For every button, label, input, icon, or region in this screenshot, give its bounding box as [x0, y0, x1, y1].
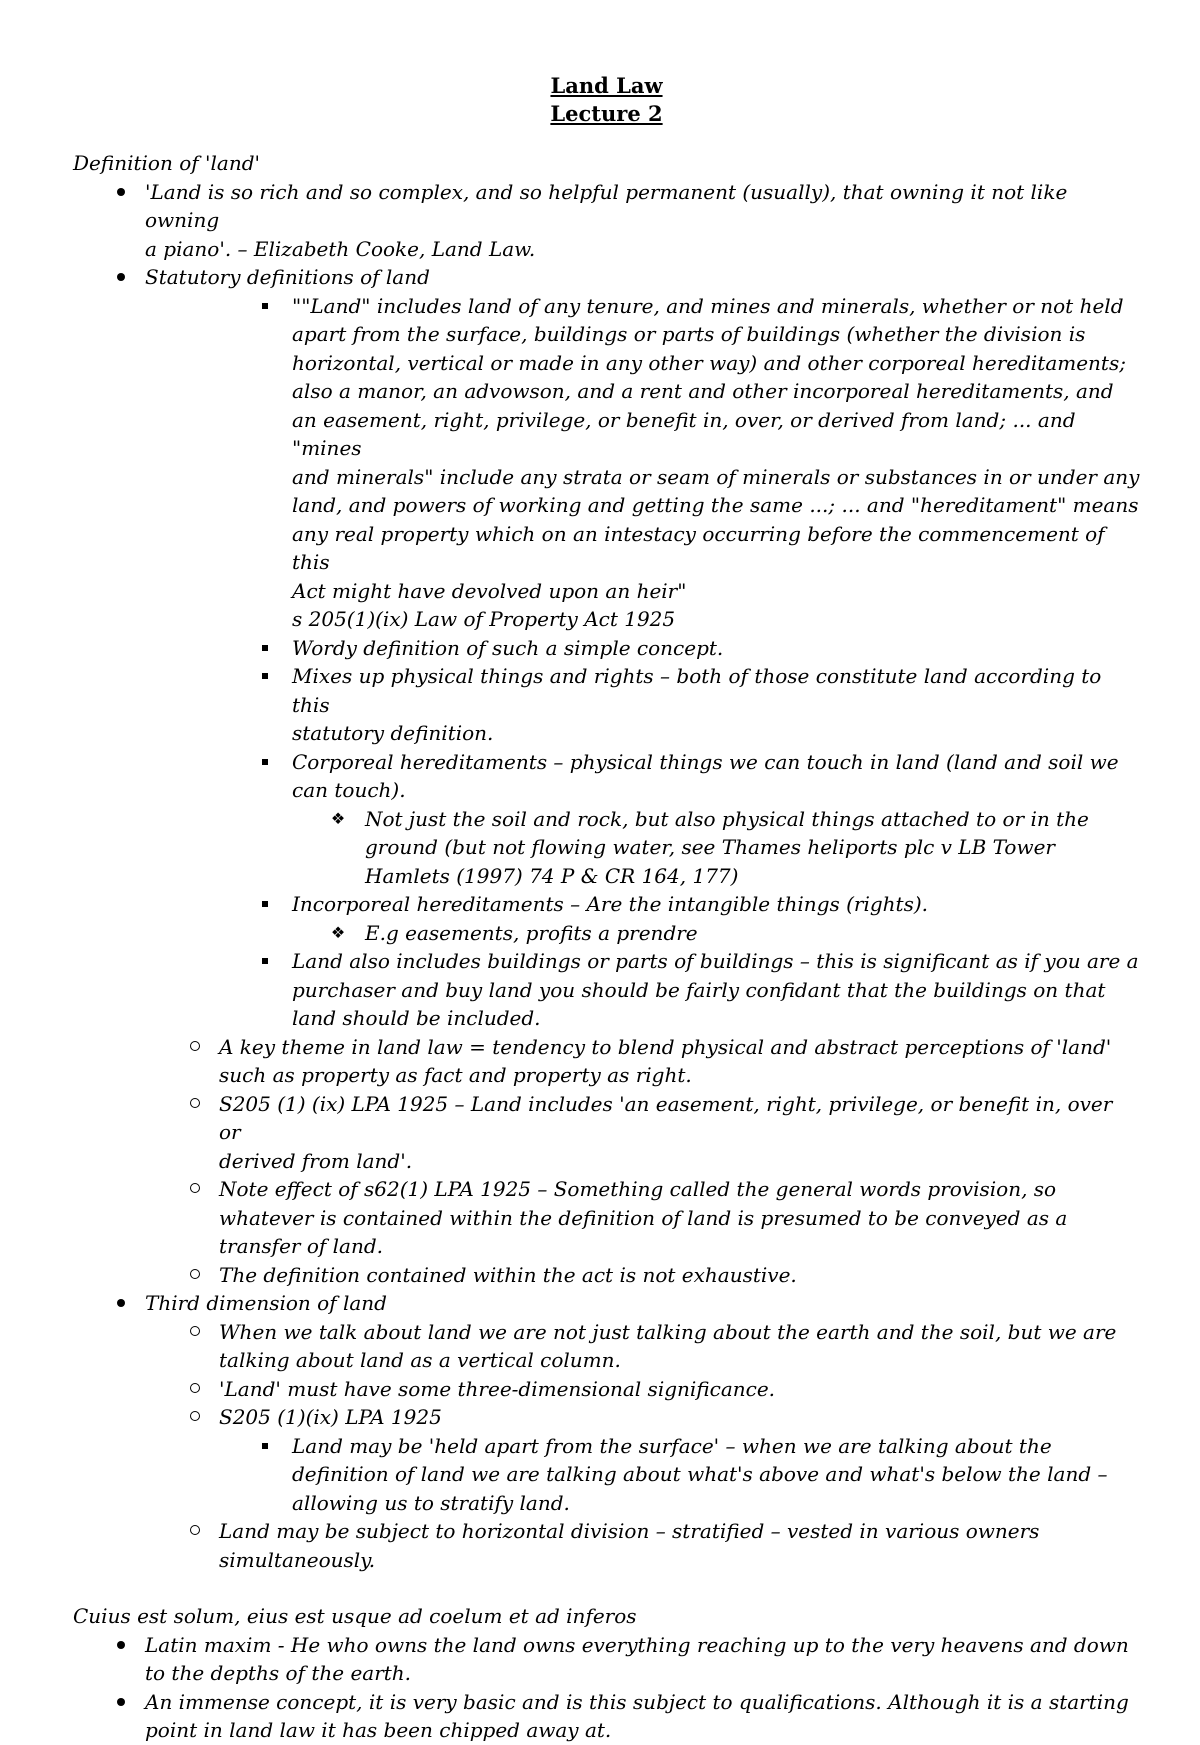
- list-item-text: land, and powers of working and getting the same ...; ... and "hereditament" means: [292, 493, 1139, 517]
- list-item-text: Corporeal hereditaments – physical things we can touch in land (land and soil we: [292, 749, 1119, 774]
- list-item-text: Land may be subject to horizontal division – stratified – vested in various owners: [219, 1519, 1040, 1543]
- ring-bullet-icon: [185, 1517, 205, 1546]
- list-item-text: whatever is contained within the definition of land is presumed to be conveyed as a: [219, 1205, 1068, 1230]
- list-item-line: [73, 1403, 1140, 1432]
- dot-bullet-icon: [111, 1688, 131, 1717]
- dot-bullet-icon: [111, 1631, 131, 1660]
- list-item-line: [73, 947, 1140, 976]
- list-item: [73, 263, 1140, 292]
- list-item-line: [73, 1489, 1140, 1518]
- list-item: [73, 1432, 1140, 1518]
- list-item-line: [73, 776, 1140, 805]
- dot-bullet-icon: [111, 1289, 131, 1318]
- list-item-text: Wordy definition of such a simple concept.: [292, 635, 724, 660]
- list-item-text: derived from land'.: [219, 1148, 413, 1173]
- square-bullet-icon: [255, 292, 275, 321]
- list-item-line: [73, 1517, 1140, 1546]
- list-item-text: Statutory definitions of land: [145, 265, 430, 289]
- square-bullet-icon: [255, 1432, 275, 1461]
- square-bullet-icon: [255, 662, 275, 691]
- list-item-text: Act might have devolved upon an heir": [292, 578, 687, 603]
- list-item-line: [73, 1090, 1140, 1147]
- list-item: [73, 1688, 1140, 1745]
- list-item-line: [73, 1232, 1140, 1261]
- list-item-text: talking about land as a vertical column.: [219, 1348, 621, 1372]
- list-item-line: [73, 1460, 1140, 1489]
- list-item-text: simultaneously.: [219, 1547, 376, 1572]
- list-item-line: [73, 862, 1140, 891]
- list-item-text: an easement, right, privilege, or benefit in, over, or derived from land; ... and "mines: [292, 407, 1076, 460]
- list-item-line: [73, 292, 1140, 321]
- diamond-bullet-icon: ❖: [330, 922, 346, 942]
- list-item-line: [73, 1375, 1140, 1404]
- document-title: [73, 72, 1140, 128]
- list-item-line: [73, 634, 1140, 663]
- list-item: [73, 748, 1140, 805]
- list-item-line: [73, 1432, 1140, 1461]
- list-item-line: [73, 1147, 1140, 1176]
- list-item-line: [73, 1546, 1140, 1575]
- list-item-text: transfer of land.: [219, 1234, 383, 1258]
- square-bullet-icon: [255, 947, 275, 976]
- list-item-line: [73, 320, 1140, 349]
- list-item: [73, 178, 1140, 264]
- list-item-line: [73, 577, 1140, 606]
- list-item-text: definition of land we are talking about what's above and what's below the land –: [292, 1462, 1108, 1486]
- list-item-text: S205 (1)(ix) LPA 1925: [219, 1405, 442, 1429]
- list-item-line: [73, 976, 1140, 1005]
- list-item-text: Mixes up physical things and rights – both of those constitute land according to this: [292, 664, 1102, 717]
- list-item-line: [73, 235, 1140, 264]
- list-item-text: point in land law it has been chipped away at.: [145, 1718, 612, 1742]
- list-item-line: [73, 833, 1140, 862]
- dot-bullet-icon: [111, 178, 131, 207]
- list-item-text: ""Land" includes land of any tenure, and mines and minerals, whether or not held: [292, 293, 1124, 318]
- list-item: [73, 1033, 1140, 1090]
- list-item-text: statutory definition.: [292, 721, 494, 745]
- list-item: [73, 1175, 1140, 1261]
- list-item-text: and minerals" include any strata or seam of minerals or substances in or under any: [292, 464, 1140, 489]
- list-item: [73, 1289, 1140, 1318]
- list-item-text: A key theme in land law = tendency to blend physical and abstract perceptions of 'land': [219, 1034, 1112, 1059]
- list-item-line: [73, 463, 1140, 492]
- list-item-line: [73, 263, 1140, 292]
- list-item-text: to the depths of the earth.: [145, 1661, 412, 1685]
- list-item-text: The definition contained within the act is not exhaustive.: [219, 1262, 797, 1287]
- section-list-cuius: [73, 1631, 1140, 1745]
- list-item-text: ground (but not flowing water, see Thames heliports plc v LB Tower: [365, 835, 1055, 859]
- list-item-text: E.g easements, profits a prendre: [365, 920, 698, 945]
- list-item-line: [73, 1175, 1140, 1204]
- list-item-line: [73, 1346, 1140, 1375]
- list-item-text: also a manor, an advowson, and a rent and other incorporeal hereditaments, and: [292, 379, 1114, 403]
- list-item: [73, 1403, 1140, 1432]
- list-item-text: An immense concept, it is very basic and is this subject to qualifications. Although it is a starting: [145, 1689, 1129, 1714]
- list-item: [73, 1261, 1140, 1290]
- list-item-text: Land may be 'held apart from the surface' – when we are talking about the: [292, 1433, 1052, 1458]
- list-item-line: [73, 605, 1140, 634]
- title-line-1: Land Law: [550, 73, 663, 98]
- list-item-line: [73, 1631, 1140, 1660]
- square-bullet-icon: [255, 634, 275, 663]
- list-item: [73, 919, 1140, 948]
- list-item-line: [73, 1004, 1140, 1033]
- section-heading-cuius: Cuius est solum, eius est usque ad coelum et ad inferos: [73, 1604, 637, 1628]
- list-item-text: 'Land is so rich and so complex, and so helpful permanent (usually), that owning it not like owning: [145, 179, 1068, 232]
- ring-bullet-icon: [185, 1033, 205, 1062]
- list-item: [73, 662, 1140, 748]
- list-item-line: [73, 1261, 1140, 1290]
- list-item-line: [73, 1659, 1140, 1688]
- list-item: [73, 1631, 1140, 1688]
- list-item-line: [73, 662, 1140, 719]
- list-item: [73, 292, 1140, 634]
- ring-bullet-icon: [185, 1403, 205, 1432]
- list-item-line: [73, 805, 1140, 834]
- list-item-line: [73, 178, 1140, 235]
- list-item-line: [73, 919, 1140, 948]
- list-item-line: [73, 491, 1140, 520]
- list-item-line: [73, 1061, 1140, 1090]
- dot-bullet-icon: [111, 263, 131, 292]
- list-item: [73, 947, 1140, 1033]
- list-item-text: any real property which on an intestacy occurring before the commencement of this: [292, 521, 1105, 574]
- list-item-text: Not just the soil and rock, but also physical things attached to or in the: [365, 806, 1089, 831]
- list-item-text: Latin maxim - He who owns the land owns everything reaching up to the very heavens and down: [145, 1632, 1129, 1657]
- list-item-line: [73, 1688, 1140, 1717]
- list-item-line: [73, 1204, 1140, 1233]
- list-item-text: S205 (1) (ix) LPA 1925 – Land includes 'an easement, right, privilege, or benefit in, over or: [219, 1091, 1113, 1144]
- square-bullet-icon: [255, 748, 275, 777]
- list-item: [73, 1090, 1140, 1176]
- list-item-line: [73, 349, 1140, 378]
- list-item-line: [73, 520, 1140, 577]
- list-item-text: Incorporeal hereditaments – Are the intangible things (rights).: [292, 892, 929, 916]
- list-item: [73, 1375, 1140, 1404]
- ring-bullet-icon: [185, 1261, 205, 1290]
- ring-bullet-icon: [185, 1175, 205, 1204]
- list-item-text: Land also includes buildings or parts of buildings – this is significant as if you are a: [292, 949, 1139, 973]
- list-item-text: purchaser and buy land you should be fairly confidant that the buildings on that: [292, 977, 1106, 1002]
- list-item-text: such as property as fact and property as right.: [219, 1063, 692, 1087]
- list-item: [73, 805, 1140, 891]
- ring-bullet-icon: [185, 1375, 205, 1404]
- list-item-line: [73, 748, 1140, 777]
- list-item-line: [73, 377, 1140, 406]
- section-list-definition: [73, 178, 1140, 1575]
- diamond-bullet-icon: ❖: [330, 808, 346, 828]
- list-item-line: [73, 1716, 1140, 1745]
- list-item-text: 'Land' must have some three-dimensional significance.: [219, 1376, 776, 1401]
- list-item-line: [73, 890, 1140, 919]
- list-item-text: horizontal, vertical or made in any other way) and other corporeal hereditaments;: [292, 350, 1126, 375]
- list-item-text: a piano'. – Elizabeth Cooke, Land Law.: [145, 236, 536, 261]
- list-item-line: [73, 1033, 1140, 1062]
- list-item-line: [73, 406, 1140, 463]
- list-item-line: [73, 1318, 1140, 1347]
- square-bullet-icon: [255, 890, 275, 919]
- list-item-text: land should be included.: [292, 1006, 541, 1030]
- list-item-text: When we talk about land we are not just talking about the earth and the soil, but we are: [219, 1319, 1117, 1344]
- list-item: [73, 1318, 1140, 1375]
- list-item-text: s 205(1)(ix) Law of Property Act 1925: [292, 607, 676, 631]
- ring-bullet-icon: [185, 1318, 205, 1347]
- list-item: [73, 1517, 1140, 1574]
- list-item-line: [73, 1289, 1140, 1318]
- list-item: [73, 634, 1140, 663]
- list-item-text: Third dimension of land: [145, 1291, 387, 1315]
- section-heading-definition: Definition of 'land': [73, 151, 261, 175]
- list-item-text: apart from the surface, buildings or parts of buildings (whether the division is: [292, 322, 1086, 346]
- list-item-text: Hamlets (1997) 74 P & CR 164, 177): [365, 863, 739, 888]
- ring-bullet-icon: [185, 1090, 205, 1119]
- list-item-text: Note effect of s62(1) LPA 1925 – Something called the general words provision, so: [219, 1177, 1057, 1201]
- list-item: [73, 890, 1140, 919]
- title-line-2: Lecture 2: [550, 101, 663, 126]
- list-item-line: [73, 719, 1140, 748]
- list-item-text: can touch).: [292, 778, 406, 802]
- list-item-text: allowing us to stratify land.: [292, 1490, 570, 1515]
